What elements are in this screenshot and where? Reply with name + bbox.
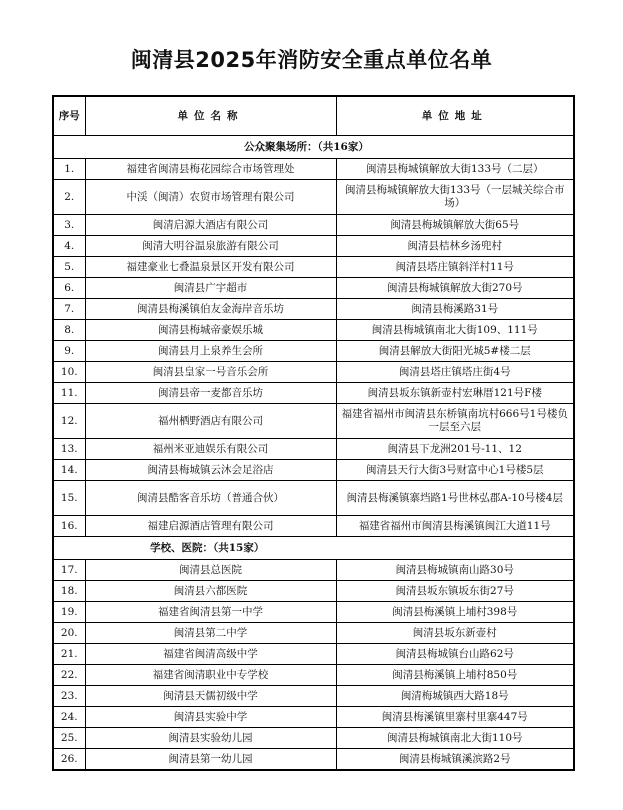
row-number: 22. bbox=[53, 665, 85, 686]
table-row bbox=[53, 460, 574, 481]
row-number: 18. bbox=[53, 581, 85, 602]
unit-address: 闽清县梅城镇台山路62号 bbox=[336, 644, 574, 665]
table-row bbox=[53, 749, 574, 771]
row-number: 1. bbox=[53, 159, 85, 180]
unit-address: 闽清县解放大街阳光城5#楼二层 bbox=[336, 341, 574, 362]
row-number: 23. bbox=[53, 686, 85, 707]
table-row bbox=[53, 516, 574, 537]
table-row bbox=[53, 215, 574, 236]
unit-name: 闽清县梅城帝豪娱乐城 bbox=[85, 320, 336, 341]
unit-address: 闽清梅城镇西大路18号 bbox=[336, 686, 574, 707]
unit-address: 闽清县梅城镇溪滨路2号 bbox=[336, 749, 574, 771]
unit-name: 福建省闽清县第一中学 bbox=[85, 602, 336, 623]
row-number: 11. bbox=[53, 383, 85, 404]
unit-address: 闽清县下龙洲201号-11、12 bbox=[336, 439, 574, 460]
table-row bbox=[53, 560, 574, 581]
table-row bbox=[53, 236, 574, 257]
table-row bbox=[53, 341, 574, 362]
unit-name: 闽清县酷客音乐坊（普通合伙） bbox=[85, 481, 336, 516]
unit-address: 福建省福州市闽清县东桥镇南坑村666号1号楼负一层至六层 bbox=[336, 404, 574, 439]
table-row bbox=[53, 320, 574, 341]
table-row bbox=[53, 159, 574, 180]
table-row bbox=[53, 257, 574, 278]
unit-name: 福州栖野酒店有限公司 bbox=[85, 404, 336, 439]
row-number: 16. bbox=[53, 516, 85, 537]
table-row bbox=[53, 581, 574, 602]
table-row bbox=[53, 481, 574, 516]
unit-address: 福建省福州市闽清县梅溪镇闽江大道11号 bbox=[336, 516, 574, 537]
row-number: 4. bbox=[53, 236, 85, 257]
unit-name: 闽清县第二中学 bbox=[85, 623, 336, 644]
table-row bbox=[53, 180, 574, 215]
row-number: 8. bbox=[53, 320, 85, 341]
section-row bbox=[53, 136, 574, 159]
unit-name: 闽清县第一幼儿园 bbox=[85, 749, 336, 771]
unit-name: 中渓（闽清）农贸市场管理有限公司 bbox=[85, 180, 336, 215]
row-number: 12. bbox=[53, 404, 85, 439]
unit-address: 闽清县梅城镇南北大街110号 bbox=[336, 728, 574, 749]
unit-name: 福州米亚迪娱乐有限公司 bbox=[85, 439, 336, 460]
unit-address: 闽清县桔林乡汤兜村 bbox=[336, 236, 574, 257]
table-body bbox=[53, 136, 574, 771]
unit-address: 闽清县梅城镇解放大街65号 bbox=[336, 215, 574, 236]
unit-name: 福建省闽清高级中学 bbox=[85, 644, 336, 665]
table-row bbox=[53, 439, 574, 460]
unit-address: 闽清县梅城镇南北大街109、111号 bbox=[336, 320, 574, 341]
unit-address: 闽清县坂东镇坂东街27号 bbox=[336, 581, 574, 602]
unit-name: 福建省闽清县梅花园综合市场管理处 bbox=[85, 159, 336, 180]
section-label: 学校、医院：（共15家） bbox=[53, 537, 574, 560]
row-number: 7. bbox=[53, 299, 85, 320]
unit-address: 闽清县天行大街3号财富中心1号楼5层 bbox=[336, 460, 574, 481]
table-row bbox=[53, 728, 574, 749]
unit-name: 福建豪业七叠温泉景区开发有限公司 bbox=[85, 257, 336, 278]
row-number: 15. bbox=[53, 481, 85, 516]
row-number: 6. bbox=[53, 278, 85, 299]
unit-address: 闽清县梅溪路31号 bbox=[336, 299, 574, 320]
header-name: 单位名称 bbox=[85, 96, 336, 136]
unit-address: 闽清县坂东新壶村 bbox=[336, 623, 574, 644]
row-number: 14. bbox=[53, 460, 85, 481]
row-number: 20. bbox=[53, 623, 85, 644]
header-addr: 单位地址 bbox=[336, 96, 574, 136]
unit-name: 福建省闽清职业中专学校 bbox=[85, 665, 336, 686]
table-row bbox=[53, 383, 574, 404]
table-row bbox=[53, 299, 574, 320]
table-row bbox=[53, 602, 574, 623]
unit-name: 闽清县梅溪镇伯友金海岸音乐坊 bbox=[85, 299, 336, 320]
unit-name: 闽清县总医院 bbox=[85, 560, 336, 581]
unit-name: 闽清县六都医院 bbox=[85, 581, 336, 602]
table-row bbox=[53, 278, 574, 299]
unit-address: 闽清县坂东镇新壶村宏琳厝121号F楼 bbox=[336, 383, 574, 404]
section-row bbox=[53, 537, 574, 560]
row-number: 25. bbox=[53, 728, 85, 749]
unit-name: 闽清县实验中学 bbox=[85, 707, 336, 728]
header-no: 序号 bbox=[53, 96, 85, 136]
unit-name: 福建启源酒店管理有限公司 bbox=[85, 516, 336, 537]
row-number: 10. bbox=[53, 362, 85, 383]
table-row bbox=[53, 707, 574, 728]
unit-address: 闽清县塔庄镇斜洋村11号 bbox=[336, 257, 574, 278]
unit-address: 闽清县梅溪镇里寨村里寨447号 bbox=[336, 707, 574, 728]
unit-address: 闽清县梅溪镇上埔村398号 bbox=[336, 602, 574, 623]
row-number: 17. bbox=[53, 560, 85, 581]
unit-name: 闽清县帝一麦都音乐坊 bbox=[85, 383, 336, 404]
unit-name: 闽清大明谷温泉旅游有限公司 bbox=[85, 236, 336, 257]
unit-name: 闽清县月上泉养生会所 bbox=[85, 341, 336, 362]
unit-address: 闽清县梅城镇解放大街133号（二层） bbox=[336, 159, 574, 180]
table-row bbox=[53, 623, 574, 644]
row-number: 5. bbox=[53, 257, 85, 278]
unit-name: 闽清启源大酒店有限公司 bbox=[85, 215, 336, 236]
row-number: 13. bbox=[53, 439, 85, 460]
unit-name: 闽清县天儒初级中学 bbox=[85, 686, 336, 707]
table-row bbox=[53, 644, 574, 665]
row-number: 2. bbox=[53, 180, 85, 215]
row-number: 21. bbox=[53, 644, 85, 665]
row-number: 26. bbox=[53, 749, 85, 771]
table-row bbox=[53, 404, 574, 439]
unit-name: 闽清县梅城镇云沐会足浴店 bbox=[85, 460, 336, 481]
row-number: 3. bbox=[53, 215, 85, 236]
table-header-row bbox=[53, 96, 574, 136]
unit-address: 闽清县梅城镇解放大街270号 bbox=[336, 278, 574, 299]
unit-name: 闽清县皇家一号音乐会所 bbox=[85, 362, 336, 383]
unit-name: 闽清县广宇超市 bbox=[85, 278, 336, 299]
table-row bbox=[53, 686, 574, 707]
unit-table bbox=[52, 95, 575, 771]
unit-address: 闽清县梅城镇南山路30号 bbox=[336, 560, 574, 581]
table-row bbox=[53, 362, 574, 383]
page-title: 闽清县2025年消防安全重点单位名单 bbox=[130, 48, 493, 72]
unit-name: 闽清县实验幼儿园 bbox=[85, 728, 336, 749]
unit-address: 闽清县塔庄镇塔庄街4号 bbox=[336, 362, 574, 383]
unit-address: 闽清县梅城镇解放大街133号（一层城关综合市场） bbox=[336, 180, 574, 215]
row-number: 19. bbox=[53, 602, 85, 623]
row-number: 24. bbox=[53, 707, 85, 728]
row-number: 9. bbox=[53, 341, 85, 362]
table-row bbox=[53, 665, 574, 686]
section-label: 公众聚集场所：（共16家） bbox=[53, 136, 574, 159]
unit-address: 闽清县梅溪镇寨垱路1号世林弘郡A-10号楼4层 bbox=[336, 481, 574, 516]
unit-address: 闽清县梅溪镇上埔村850号 bbox=[336, 665, 574, 686]
